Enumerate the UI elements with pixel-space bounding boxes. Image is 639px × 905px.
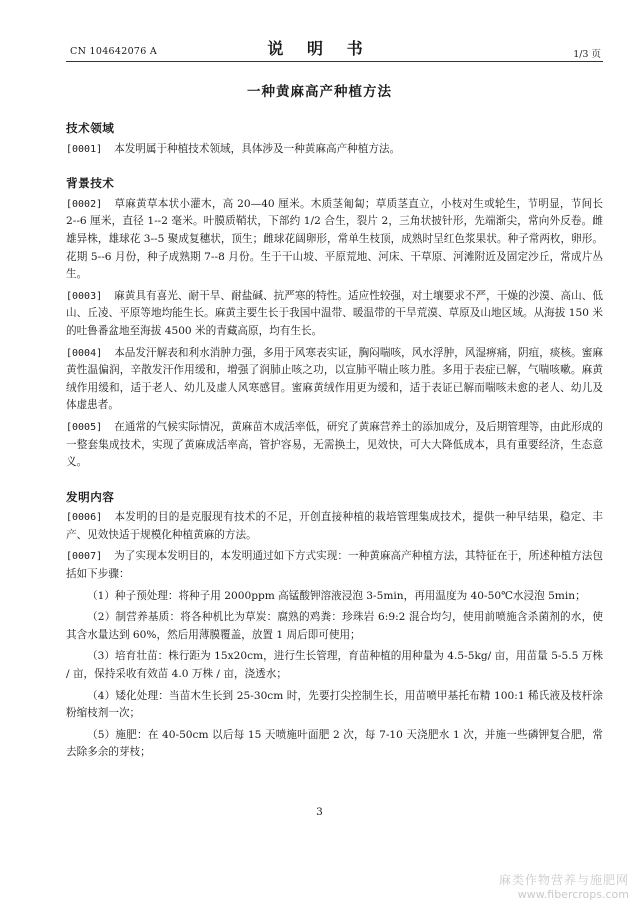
document-title: 一种黄麻高产种植方法 [247,84,392,100]
patent-number: CN 104642076 A [70,46,158,57]
document-type: 说 明 书 [267,39,372,58]
section-heading-invention: 发明内容 [66,489,115,504]
paragraph-number: [0004] [66,347,103,359]
paragraph-text: 草麻黄草本状小灌木，高 20—40 厘米。木质茎匍匐；草质茎直立，小枝对生或轮生，节明显，节间长 2--6 厘米，直径 1--2 毫米。叶膜质鞘状，下部约 1/2 合生，裂片 2，三角状披针形，先端渐尖，常向外反卷。雌雄异株，雄球花 3--5 聚成复穗状，顶生；雌球花阔卵形，常单生枝顶，成熟时呈红色浆果状。种子常两枚，卵形。花期 5--6 月份，种子成熟期 7--8 月份。生于干山坡、平原荒地、河床、干草原、河滩附近及固定沙丘，常成片丛生。 [66,197,603,281]
paragraph [66,196,603,284]
paragraph [66,141,603,159]
paragraph [66,345,603,415]
watermark-url: www.fibercrops.com [517,888,629,901]
paragraph-text: 为了实现本发明目的，本发明通过如下方式实现：一种黄麻高产种植方法，其特征在于，所述种植方法包括如下步骤： [66,550,603,581]
paragraph-text: 本发明的目的是克服现有技术的不足，开创直接种植的栽培管理集成技术，提供一种早结果，稳定、丰产、见效快适于规模化种植黄麻的方法。 [66,511,603,541]
paragraph-text: 在通常的气候实际情况，黄麻苗木成活率低，研究了黄麻营养土的添加成分，及后期管理等，由此形成的一整套集成技术，实现了黄麻成活率高，管护容易，无需换土，见效快，可大大降低成本，具有重要经济，生态意义。 [66,420,603,469]
paragraph-number: [0002] [66,198,103,210]
paragraph [66,509,603,544]
method-step: （1）种子预处理：将种子用 2000ppm 高锰酸钾溶液浸泡 3-5min，再用温度为 40-50℃水浸泡 5min； [87,589,586,602]
method-step: （2）制营养基质：将各种机比为草炭：腐熟的鸡粪：珍珠岩 6:9:2 混合均匀，使用前喷施含杀菌剂的水，使其含水量达到 60%，然后用薄膜覆盖，放置 1 周后即可使用； [66,611,603,641]
paragraph-number: [0003] [66,290,103,302]
page-number: 3 [316,806,323,818]
watermark-site-name: 麻类作物营养与施肥网 [498,873,629,887]
document-body [66,120,603,766]
paragraph-text: 本品发汗解表和利水消肿力强，多用于风寒表实证，胸闷喘咳，风水浮肿，风湿痹痛，阴疽，痰核。蜜麻黄性温偏润，辛散发汗作用缓和，增强了润肺止咳之功，以宣肺平喘止咳力胜。多用于表症已解，气喘咳嗽。麻黄绒作用缓和，适于老人、幼儿及虚人风寒感冒。蜜麻黄绒作用更为缓和，适于表证已解而喘咳未愈的老人、幼儿及体虚患者。 [66,346,603,412]
method-step: （4）矮化处理：当苗木生长到 25-30cm 时，先要打尖控制生长，用苗喷甲基托布精 100:1 稀氏液及枝杆涂粉缩枝剂一次； [66,689,603,720]
paragraph-number: [0007] [66,551,103,563]
paragraph-number: [0006] [66,512,103,524]
paragraph [66,548,603,583]
method-step: （5）施肥：在 40-50cm 以后每 15 天喷施叶面肥 2 次，每 7-10 天浇肥水 1 次，并施一些磷钾复合肥，常去除多余的芽枝； [66,728,603,759]
section-heading-background: 背景技术 [66,176,115,191]
watermark [499,871,629,901]
paragraph [66,288,603,341]
paragraph [66,419,603,472]
paragraph-text: 本发明属于种植技术领域，具体涉及一种黄麻高产种植方法。 [114,142,401,155]
method-step: （3）培育壮苗：株行距为 15x20cm，进行生长管理，育苗种植的用种量为 4.5-5kg/ 亩，用苗量 5-5.5 万株 / 亩，保持采收有效苗 4.0 万株 / 亩，浇透水； [66,650,603,681]
section-heading-tech-field: 技术领域 [66,121,115,135]
header-rule [66,61,603,62]
paragraph-text: 麻黄具有喜光、耐干旱、耐盐碱、抗严寒的特性。适应性较强，对土壤要求不严，干燥的沙漠、高山、低山、丘凌、平原等地均能生长。麻黄主要生长于我国中温带、暖温带的干旱荒漠、草原及山地区域。从海拔 150 米的吐鲁番盆地至海拔 4500 米的青藏高原，均有生长。 [66,289,603,337]
paragraph-number: [0005] [66,421,103,433]
paragraph-number: [0001] [66,143,103,155]
page-header [0,34,639,64]
page-indicator: 1/3 页 [573,49,601,60]
